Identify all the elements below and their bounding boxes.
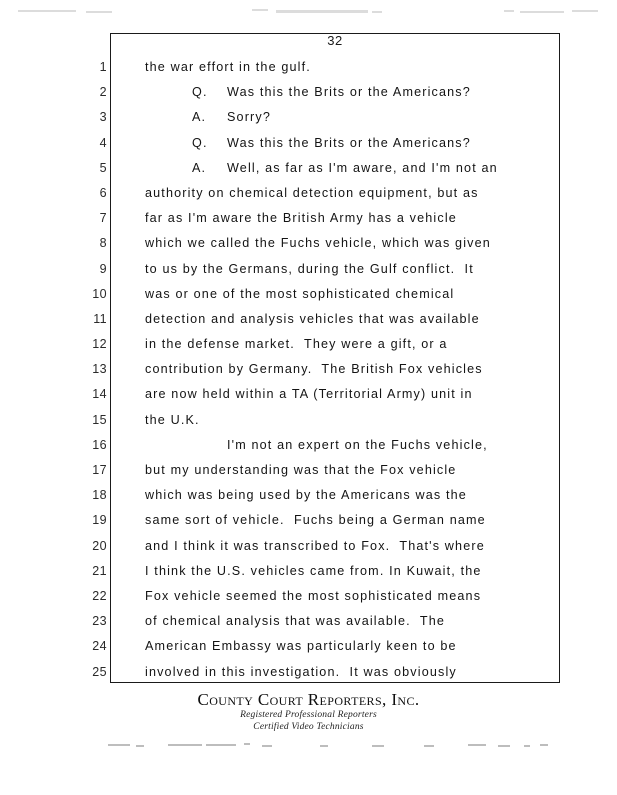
- transcript-line-text: I think the U.S. vehicles came from. In Kuwait, the: [145, 563, 482, 578]
- transcript-line-text: Was this the Brits or the Americans?: [227, 135, 471, 150]
- scan-artifact-top: [0, 8, 617, 18]
- footer-company-name: County Court Reporters, Inc.: [197, 690, 420, 709]
- transcript-line-text: involved in this investigation. It was obviously: [145, 664, 457, 679]
- transcript-line-text: which was being used by the Americans was the: [145, 488, 467, 503]
- transcript-line-text: detection and analysis vehicles that was available: [145, 311, 480, 326]
- transcript-line-text: but my understanding was that the Fox vehicle: [145, 463, 457, 477]
- transcript-line: [118, 483, 558, 508]
- transcript-line: [118, 80, 558, 105]
- line-number: 1: [99, 60, 107, 74]
- line-number: 19: [92, 513, 107, 528]
- transcript-line: [118, 433, 558, 458]
- speaker-tag: A.: [192, 110, 207, 125]
- transcript-line: [118, 559, 558, 584]
- line-number: 10: [92, 286, 107, 301]
- transcript-line: [118, 408, 558, 433]
- footer-subtitle-registered: Registered Professional Reporters: [240, 710, 377, 720]
- transcript-line-text: same sort of vehicle. Fuchs being a German name: [145, 513, 486, 528]
- transcript-line: [118, 181, 558, 206]
- transcript-line: [118, 382, 558, 407]
- transcript-line-text: Fox vehicle seemed the most sophisticated means: [145, 588, 482, 603]
- line-number: 20: [92, 538, 107, 553]
- line-number: 3: [99, 110, 107, 125]
- transcript-line: [118, 156, 558, 181]
- transcript-line: [118, 307, 558, 332]
- transcript-line-text: Was this the Brits or the Americans?: [227, 85, 471, 100]
- line-number: 7: [99, 211, 107, 226]
- line-number: 9: [99, 261, 107, 276]
- line-number: 25: [92, 664, 107, 679]
- transcript-line: [118, 508, 558, 533]
- transcript-line-text: are now held within a TA (Territorial Army) unit in: [145, 387, 473, 402]
- transcript-line-text: I'm not an expert on the Fuchs vehicle,: [227, 437, 488, 452]
- line-number: 15: [92, 412, 107, 427]
- transcript-line-text: Sorry?: [227, 110, 271, 125]
- line-number: 18: [92, 488, 107, 503]
- transcript-line-text: and I think it was transcribed to Fox. That's where: [145, 538, 485, 553]
- footer-subtitle-certified: Certified Video Technicians: [253, 721, 364, 732]
- transcript-line-text: the U.K.: [145, 412, 200, 427]
- page-number: 32: [327, 33, 343, 48]
- speaker-tag: A.: [192, 160, 207, 175]
- scan-artifact-bottom: [0, 742, 617, 751]
- transcript-line: [118, 584, 558, 609]
- transcript-line-text: was or one of the most sophisticated chemical: [145, 286, 455, 301]
- transcript-line-text: American Embassy was particularly keen to be: [145, 639, 457, 654]
- transcript-line: [118, 131, 558, 156]
- transcript-line: [118, 357, 558, 382]
- transcript-line: [118, 55, 558, 80]
- transcript-line-text: the war effort in the gulf.: [145, 60, 311, 74]
- line-number: 8: [99, 236, 107, 251]
- transcript-line-text: authority on chemical detection equipment, but as: [145, 185, 479, 200]
- speaker-tag: Q.: [192, 85, 208, 100]
- line-number: 17: [92, 463, 107, 477]
- transcript-line: [118, 332, 558, 357]
- transcript-line-text: in the defense market. They were a gift, or a: [145, 337, 448, 352]
- transcript-line-text: which we called the Fuchs vehicle, which was given: [145, 236, 491, 251]
- footer: [0, 690, 617, 733]
- transcript-line: [118, 105, 558, 130]
- transcript-line: [118, 634, 558, 659]
- transcript-line-text: contribution by Germany. The British Fox vehicles: [145, 362, 483, 377]
- line-number: 16: [92, 437, 107, 452]
- line-number: 6: [99, 185, 107, 200]
- transcript-line: [118, 282, 558, 307]
- transcript-line-text: Well, as far as I'm aware, and I'm not an: [227, 160, 498, 175]
- line-number: 21: [92, 563, 107, 578]
- line-number: 12: [92, 337, 107, 352]
- line-number: 23: [92, 614, 107, 629]
- transcript-line: [118, 231, 558, 256]
- transcript-line: [118, 458, 558, 483]
- transcript-line-text: to us by the Germans, during the Gulf conflict. It: [145, 261, 474, 276]
- line-number: 24: [92, 639, 107, 654]
- transcript-line: [118, 609, 558, 634]
- transcript-line-text: of chemical analysis that was available. The: [145, 614, 446, 629]
- transcript-line: [118, 660, 558, 685]
- transcript-body: [118, 55, 558, 685]
- speaker-tag: Q.: [192, 135, 208, 150]
- line-number: 13: [92, 362, 107, 377]
- line-number: 14: [92, 387, 107, 402]
- line-number: 11: [93, 311, 107, 326]
- transcript-line-text: far as I'm aware the British Army has a vehicle: [145, 211, 457, 226]
- line-number: 4: [99, 135, 107, 150]
- line-number-column: [62, 55, 107, 685]
- line-number: 5: [99, 160, 107, 175]
- line-number: 22: [92, 588, 107, 603]
- transcript-line: [118, 257, 558, 282]
- transcript-line: [118, 534, 558, 559]
- line-number: 2: [99, 85, 107, 100]
- transcript-line: [118, 206, 558, 231]
